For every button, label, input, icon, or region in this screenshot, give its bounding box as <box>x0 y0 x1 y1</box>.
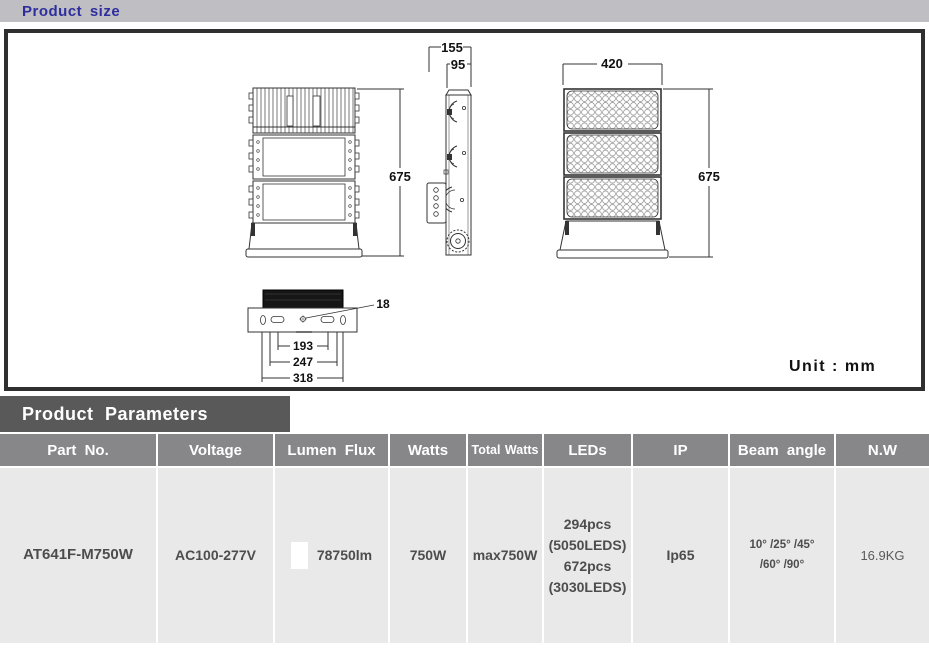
beam-angle-line-2: /60° /90° <box>759 558 805 571</box>
cell-beam-angle <box>730 468 834 643</box>
dim-label-side-overall: 155 <box>441 40 463 55</box>
lumen-flux-value: 78750lm <box>316 547 373 563</box>
cell-ip: Ip65 <box>633 468 728 643</box>
cell-total-watts: max750W <box>468 468 542 643</box>
cell-voltage: AC100-277V <box>158 468 273 643</box>
col-header-part-no: Part No. <box>0 434 156 466</box>
page-title: Product size <box>22 2 121 20</box>
dim-label-mount-outer: 318 <box>292 371 314 385</box>
dim-label-side-body: 95 <box>450 57 466 72</box>
unit-label: Unit : mm <box>789 358 877 375</box>
dim-label-front-width: 420 <box>601 56 623 71</box>
col-header-leds: LEDs <box>544 434 631 466</box>
col-header-watts: Watts <box>390 434 466 466</box>
beam-angle-line-1: 10° /25° /45° <box>749 538 815 551</box>
cell-watts: 750W <box>390 468 466 643</box>
parameters-section-title: Product Parameters <box>22 403 209 424</box>
side-view <box>427 47 471 255</box>
dim-label-back-height: 675 <box>389 169 411 184</box>
leds-line-3: 672pcs <box>563 557 612 574</box>
dim-label-hole: 18 <box>376 297 390 311</box>
col-header-beam-angle: Beam angle <box>730 434 834 466</box>
product-size-drawing-box <box>4 29 925 391</box>
leds-line-2: (5050LEDS) <box>548 536 627 553</box>
dim-label-mount-inner: 193 <box>292 339 314 353</box>
col-header-total-watts: Total Watts <box>468 434 542 466</box>
parameters-table <box>0 434 929 643</box>
cell-lumen-flux <box>275 468 388 643</box>
dim-label-mount-mid: 247 <box>292 355 314 369</box>
col-header-net-weight: N.W <box>836 434 929 466</box>
parameters-section-bar <box>0 396 290 432</box>
white-color-swatch <box>291 542 308 569</box>
dim-label-front-height: 675 <box>698 169 720 184</box>
back-view <box>246 88 362 257</box>
product-drawing <box>8 33 921 387</box>
leds-line-4: (3030LEDS) <box>548 578 627 595</box>
page-header-bar <box>0 0 929 22</box>
cell-net-weight: 16.9KG <box>836 468 929 643</box>
cell-leds <box>544 468 631 643</box>
leds-line-1: 294pcs <box>563 515 612 532</box>
col-header-ip: IP <box>633 434 728 466</box>
col-header-lumen-flux: Lumen Flux <box>275 434 388 466</box>
cell-part-no: AT641F-M750W <box>0 468 156 643</box>
front-view <box>557 64 713 258</box>
col-header-voltage: Voltage <box>158 434 273 466</box>
